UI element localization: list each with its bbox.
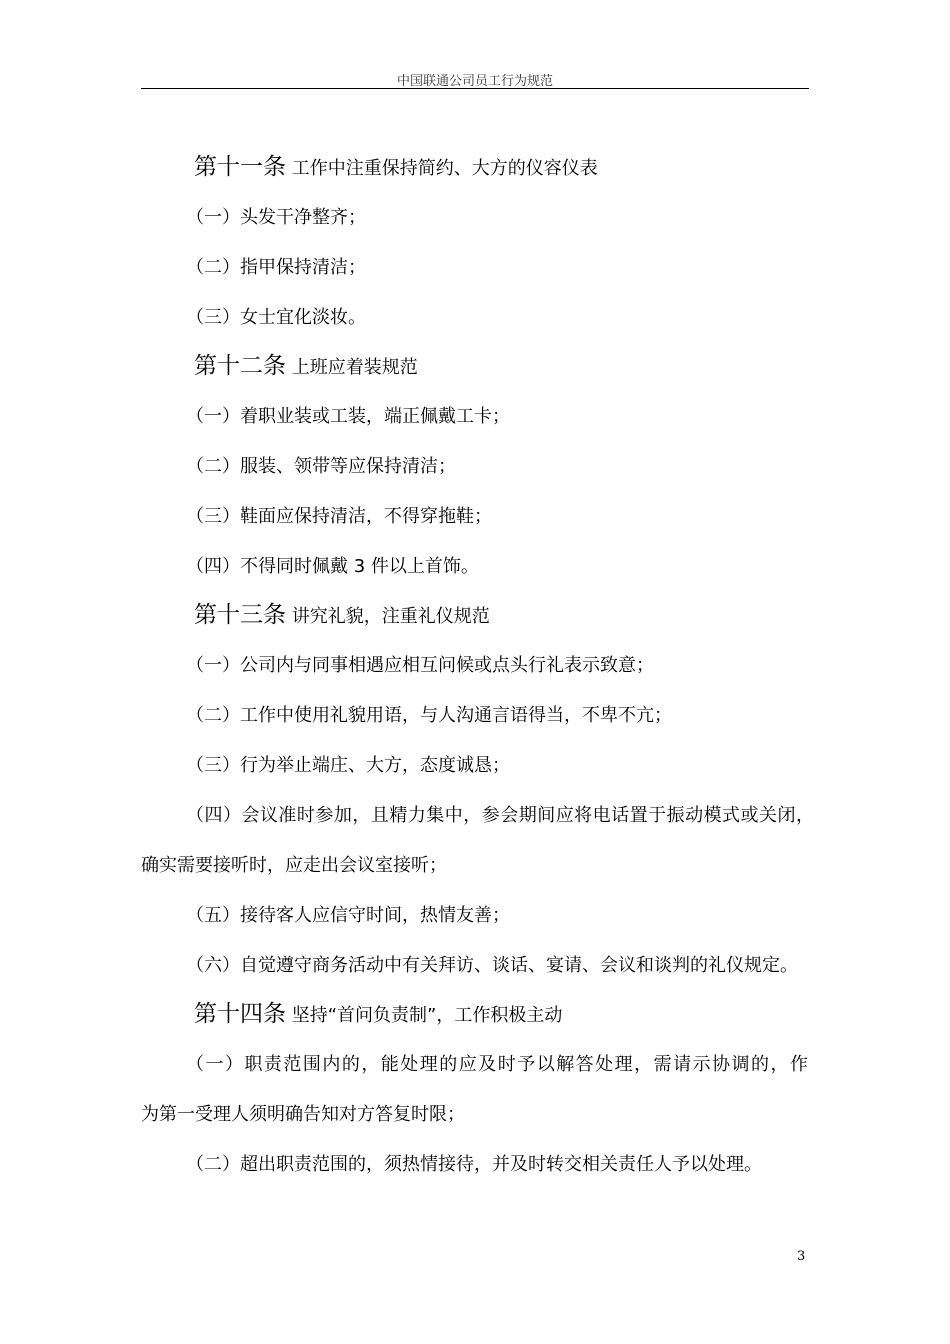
list-item: （二）服装、领带等应保持清洁； (186, 456, 456, 477)
article-14-title (194, 1002, 562, 1028)
list-item: （三）女士宜化淡妆。 (186, 307, 366, 328)
list-item: （二）指甲保持清洁； (186, 257, 366, 278)
list-item: （三）行为举止端庄、大方，态度诚恳； (186, 755, 510, 776)
list-item: （一）头发干净整齐； (186, 207, 366, 228)
article-heading: 第十四条 (194, 1001, 286, 1027)
article-heading: 第十二条 (194, 353, 286, 379)
list-item: （四）不得同时佩戴 3 件以上首饰。 (186, 556, 479, 577)
article-13-title (194, 603, 490, 629)
header-rule (141, 88, 809, 89)
list-item: （六）自觉遵守商务活动中有关拜访、谈话、宴请、会议和谈判的礼仪规定。 (186, 955, 798, 976)
header-title: 中国联通公司员工行为规范 (396, 74, 553, 89)
list-item: （五）接待客人应信守时间，热情友善； (186, 905, 510, 926)
article-subject: 讲究礼貌，注重礼仪规范 (291, 606, 490, 627)
list-item-continuation: 确实需要接听时，应走出会议室接听； (141, 855, 447, 876)
list-item: （一）着职业装或工装，端正佩戴工卡； (186, 406, 510, 427)
list-item: （二）工作中使用礼貌用语，与人沟通言语得当，不卑不亢； (186, 705, 672, 726)
article-11-title (194, 155, 598, 181)
list-item: （三）鞋面应保持清洁，不得穿拖鞋； (186, 506, 492, 527)
article-12-title (194, 354, 418, 380)
list-item: （四）会议准时参加，且精力集中，参会期间应将电话置于振动模式或关闭， (186, 805, 814, 826)
article-subject: 工作中注重保持简约、大方的仪容仪表 (291, 158, 598, 179)
article-subject: 坚持“首问负责制”，工作积极主动 (291, 1005, 563, 1026)
list-item: （一）职责范围内的，能处理的应及时予以解答处理，需请示协调的，作 (186, 1054, 808, 1075)
list-item: （二）超出职责范围的，须热情接待，并及时转交相关责任人予以处理。 (186, 1154, 762, 1175)
article-subject: 上班应着装规范 (291, 357, 418, 378)
list-item-continuation: 为第一受理人须明确告知对方答复时限； (141, 1104, 465, 1125)
article-heading: 第十一条 (194, 154, 286, 180)
article-heading: 第十三条 (194, 602, 286, 628)
list-item: （一）公司内与同事相遇应相互问候或点头行礼表示致意； (186, 655, 654, 676)
page-number: 3 (797, 1249, 806, 1264)
